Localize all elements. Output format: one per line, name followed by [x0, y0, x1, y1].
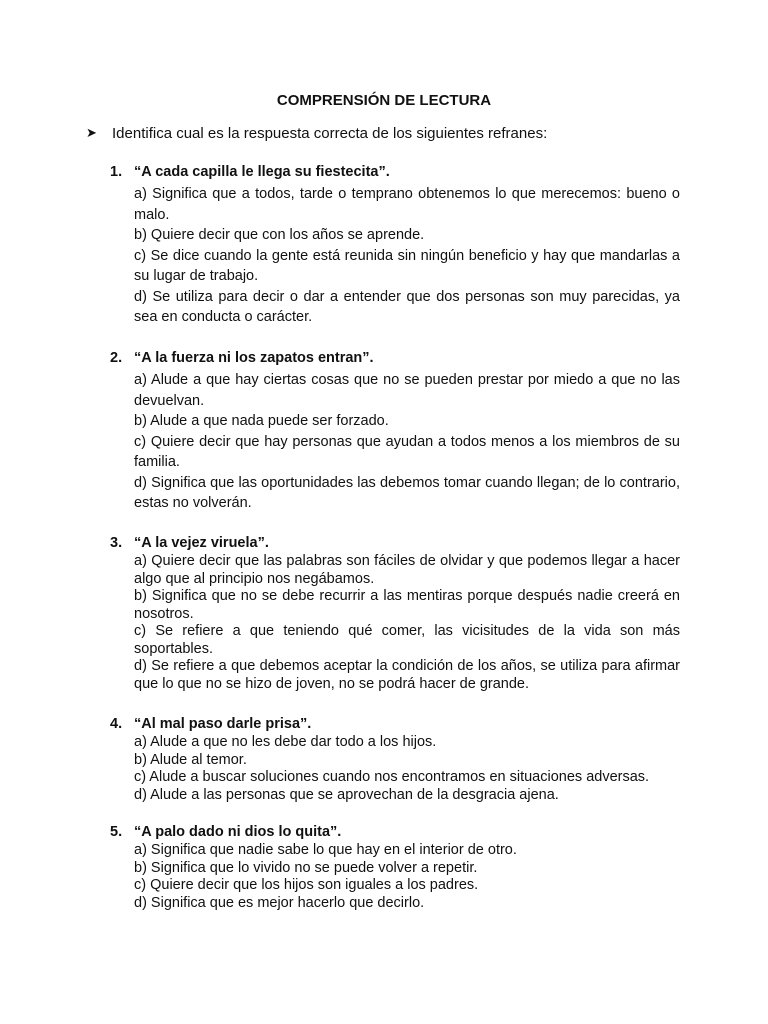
option-d: d) Alude a las personas que se aprovechan de la desgracia ajena.: [134, 786, 559, 803]
option-d: d) Significa que es mejor hacerlo que decirlo.: [134, 894, 425, 911]
question-1: [110, 164, 680, 328]
question-heading: [110, 716, 680, 732]
options-list: [134, 184, 680, 328]
question-4: [110, 716, 680, 804]
question-5: [110, 824, 680, 912]
option-d: d) Significa que las oportunidades las debemos tomar cuando llegan; de lo contrario, estas no volverán.: [134, 474, 680, 511]
proverb: “Al mal paso darle prisa”.: [134, 716, 312, 732]
option-c: c) Quiere decir que hay personas que ayudan a todos menos a los miembros de su familia.: [134, 433, 680, 470]
option-c: c) Quiere decir que los hijos son iguales a los padres.: [134, 877, 479, 893]
proverb: “A palo dado ni dios lo quita”.: [134, 824, 342, 840]
instruction: [86, 125, 548, 142]
option-b: b) Significa que lo vivido no se puede volver a repetir.: [134, 859, 478, 876]
option-c: c) Se dice cuando la gente está reunida sin ningún beneficio y hay que mandarlas a su lugar de trabajo.: [134, 247, 680, 284]
options-list: [134, 553, 680, 693]
question-number: 4.: [110, 716, 123, 732]
option-c: c) Se refiere a que teniendo qué comer, las vicisitudes de la vida son más soportables.: [134, 623, 680, 657]
option-d: d) Se utiliza para decir o dar a entender que dos personas son muy parecidas, ya sea en conducta o carácter.: [134, 288, 680, 325]
question-number: 3.: [110, 535, 123, 551]
option-a: a) Significa que a todos, tarde o temprano obtenemos lo que merecemos: bueno o malo.: [134, 186, 680, 223]
proverb: “A la vejez viruela”.: [134, 535, 269, 551]
question-2: [110, 350, 680, 514]
question-number: 5.: [110, 824, 123, 840]
option-b: b) Alude al temor.: [134, 751, 247, 768]
option-b: b) Quiere decir que con los años se aprende.: [134, 227, 425, 243]
options-list: [134, 734, 680, 804]
option-a: a) Significa que nadie sabe lo que hay en el interior de otro.: [134, 842, 517, 858]
option-a: a) Alude a que no les debe dar todo a los hijos.: [134, 734, 437, 750]
question-heading: [110, 164, 680, 180]
option-b: b) Alude a que nada puede ser forzado.: [134, 413, 389, 429]
question-heading: [110, 350, 680, 366]
option-a: a) Alude a que hay ciertas cosas que no se pueden prestar por miedo a que no las devuelvan.: [134, 372, 680, 409]
proverb: “A cada capilla le llega su fiestecita”.: [134, 164, 390, 180]
option-d: d) Se refiere a que debemos aceptar la condición de los años, se utiliza para afirmar que lo que no se hizo de joven, no se podrá hacer de grande.: [134, 658, 680, 692]
instruction-text: Identifica cual es la respuesta correcta de los siguientes refranes:: [112, 125, 548, 142]
question-number: 2.: [110, 350, 123, 366]
options-list: [134, 842, 680, 912]
arrow-bullet-icon: ➤: [86, 125, 97, 140]
question-number: 1.: [110, 164, 123, 180]
option-c: c) Alude a buscar soluciones cuando nos encontramos en situaciones adversas.: [134, 769, 650, 785]
option-b: b) Significa que no se debe recurrir a las mentiras porque después nadie creerá en nosotros.: [134, 588, 680, 622]
question-heading: [110, 824, 680, 840]
option-a: a) Quiere decir que las palabras son fáciles de olvidar y que podemos llegar a hacer algo que al principio nos negábamos.: [134, 553, 680, 587]
question-heading: [110, 535, 680, 551]
page-title: COMPRENSIÓN DE LECTURA: [276, 92, 492, 109]
options-list: [134, 370, 680, 514]
proverb: “A la fuerza ni los zapatos entran”.: [134, 350, 374, 366]
question-3: [110, 535, 680, 693]
